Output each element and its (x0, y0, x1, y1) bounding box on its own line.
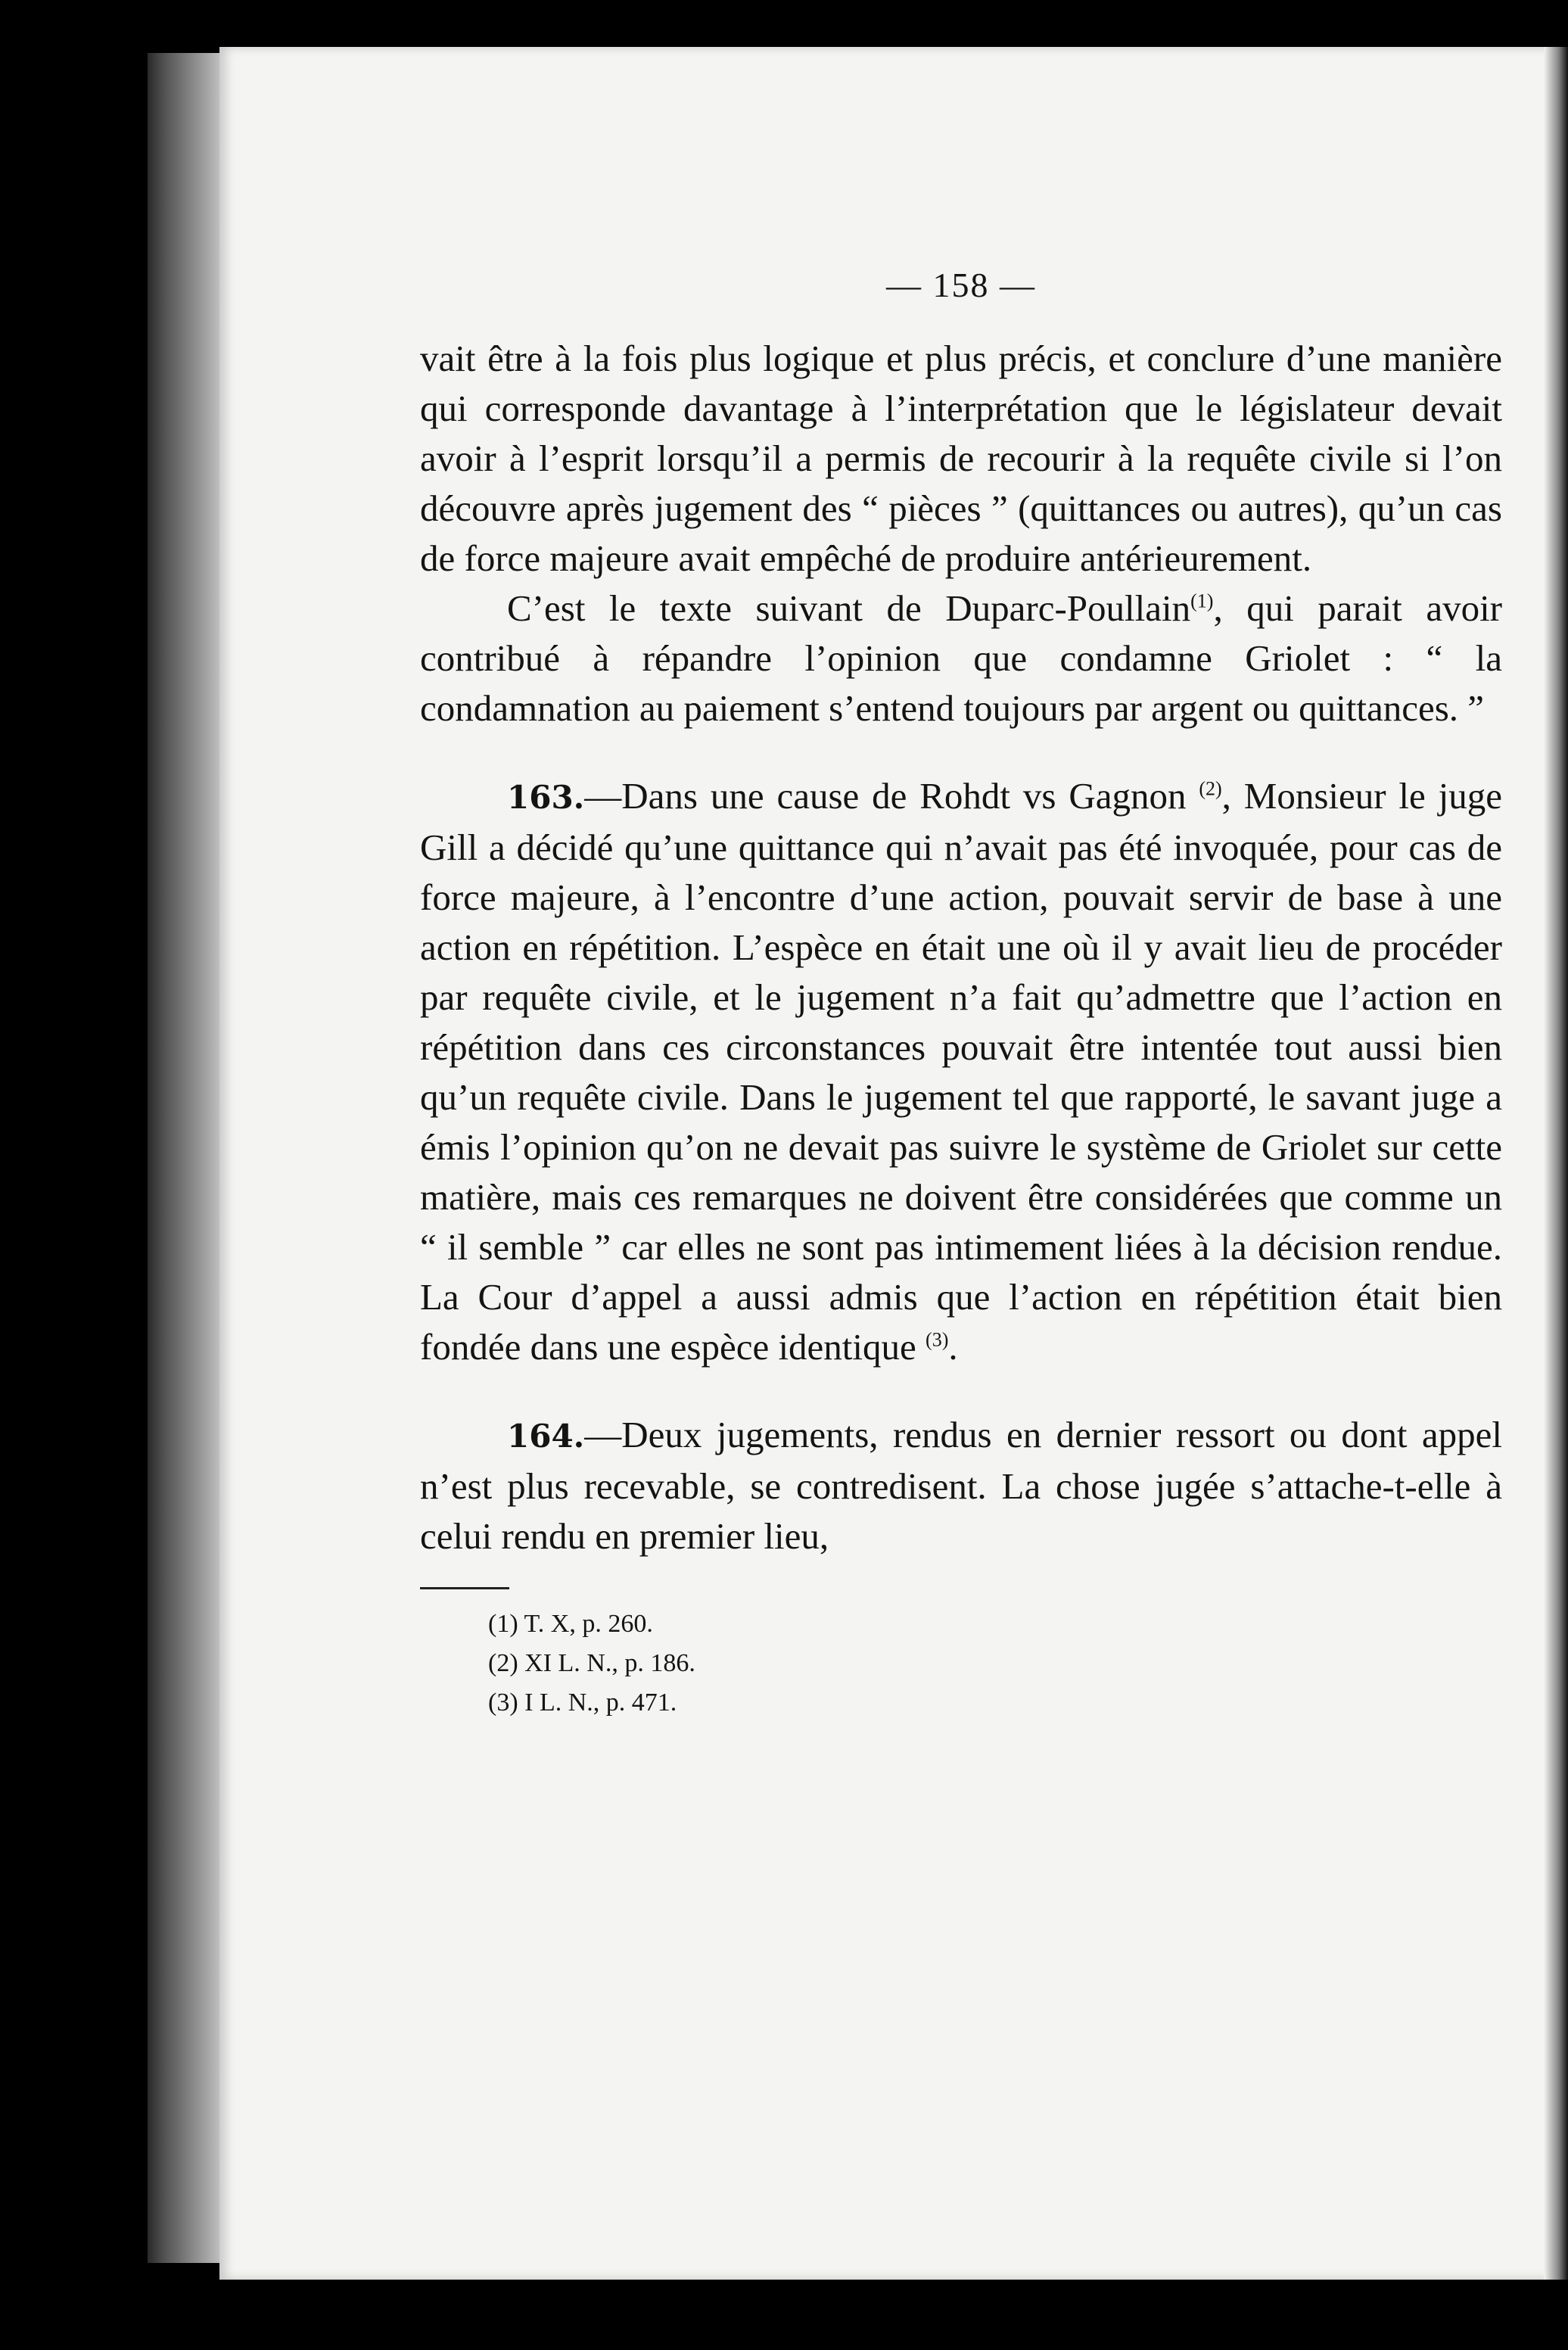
page-content (420, 265, 1502, 1723)
footnote-3: (3) I L. N., p. 471. (488, 1689, 677, 1717)
footnote-1: (1) T. X, p. 260. (488, 1610, 653, 1638)
paragraph-duparc-text-end: , qui parait avoir contribué à répandre l’opinion que condamne Griolet : “ la condamnation au paiement s’entend toujours par argent ou quittances. ” (420, 587, 1503, 729)
footnote-2: (2) XI L. N., p. 186. (488, 1649, 695, 1677)
section-164 (420, 1410, 1502, 1561)
footnote-ref-1: (1) (1190, 590, 1214, 612)
section-163 (420, 771, 1502, 1372)
section-163-text-end: . (948, 1326, 958, 1368)
section-164-text: —Deux jugements, rendus en dernier ressort ou dont appel n’est plus recevable, se contredisent. La chose jugée s’attache-t-elle à celui rendu en premier lieu, (420, 1414, 1502, 1557)
section-163-text-body: , Monsieur le juge Gill a décidé qu’une quittance qui n’avait pas été invoquée, pour cas de force majeure, à l’encontre d’une action, pouvait servir de base à une action en répétition. L’espèce en était une où il y avait lieu de procéder par requête civile, et le jugement n’a fait qu’admettre que l’action en répétition dans ces circonstances pouvait être intentée tout aussi bien qu’un requête civile. Dans le jugement tel que rapporté, le savant juge a émis l’opinion qu’on ne devait pas suivre le système de Griolet sur cette matière, mais ces remarques ne doivent être considérées que comme un “ il semble ” car elles ne sont pas intimement liées à la décision rendue. La Cour d’appel a aussi admis que l’action en répétition était bien fondée dans une espèce identique (420, 775, 1503, 1368)
section-number-164: 164. (507, 1418, 585, 1455)
footnote-ref-3: (3) (926, 1328, 949, 1351)
section-163-text-start: —Dans une cause de Rohdt vs Gagnon (584, 775, 1199, 817)
paragraph-duparc (420, 584, 1502, 733)
paragraph-continuation: vait être à la fois plus logique et plus précis, et conclure d’une manière qui corresponde davantage à l’interprétation que le législateur devait avoir à l’esprit lorsqu’il a permis de recourir à la requête civile si l’on découvre après jugement des “ pièces ” (quittances ou autres), qu’un cas de force majeure avait empêché de produire antérieurement. (420, 338, 1502, 579)
page-number: — 158 — (886, 266, 1036, 304)
footnote-divider (420, 1587, 509, 1589)
footnote-ref-2: (2) (1199, 777, 1222, 800)
page-right-edge (1544, 47, 1568, 2280)
section-number-163: 163. (507, 779, 585, 816)
paragraph-duparc-text-start: C’est le texte suivant de Duparc-Poullain (507, 587, 1191, 629)
